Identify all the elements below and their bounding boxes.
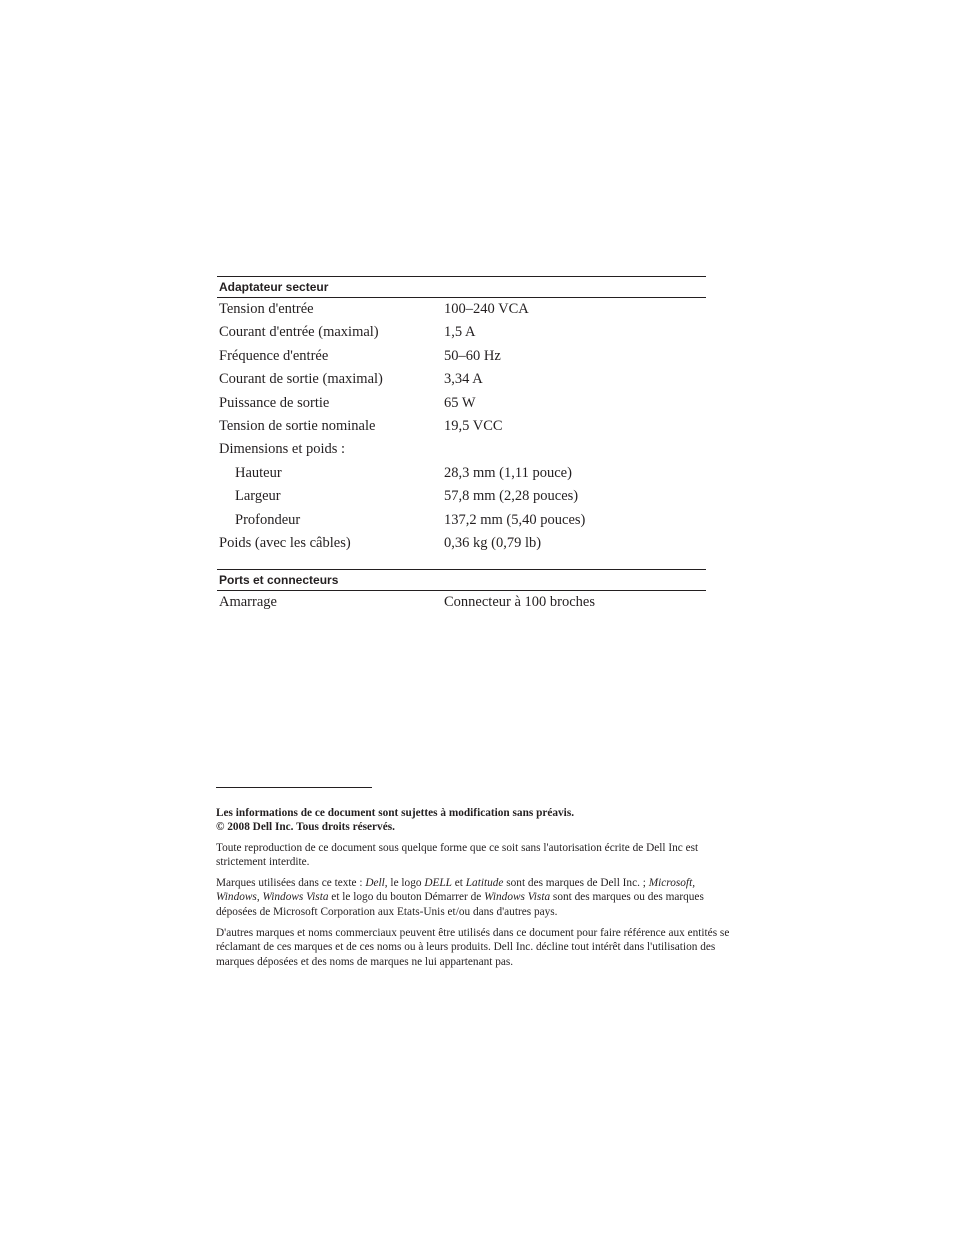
- row-value: 100–240 VCA: [444, 301, 529, 317]
- row-label: Profondeur: [235, 511, 301, 528]
- trademark-text: et le logo du bouton Démarrer de: [328, 891, 485, 904]
- notice-line: Les informations de ce document sont sujettes à modification sans préavis.: [216, 807, 575, 819]
- trademark-latitude: Latitude: [465, 877, 504, 889]
- row-value: 50–60 Hz: [444, 347, 501, 364]
- section-title: Adaptateur secteur: [217, 276, 706, 298]
- trademark-text: et: [451, 877, 466, 889]
- row-value: Connecteur à 100 broches: [444, 594, 595, 610]
- row-label: Tension d'entrée: [219, 301, 314, 317]
- reproduction-text: Toute reproduction de ce document sous quelque forme que ce soit sans l'autorisation écrite de Dell Inc est strictement interdite.: [216, 842, 699, 869]
- row-value: 28,3 mm (1,11 pouce): [444, 464, 572, 481]
- table-row: [217, 462, 706, 485]
- trademark-windows-vista: Windows Vista: [262, 891, 329, 904]
- row-label: Courant de sortie (maximal): [219, 371, 383, 388]
- table-row: [217, 415, 706, 438]
- trademark-text: ,: [256, 891, 263, 904]
- trademark-text: Marques utilisées dans ce texte :: [216, 877, 366, 889]
- other-marks-paragraph: [216, 926, 738, 969]
- row-value: 57,8 mm (2,28 pouces): [444, 488, 579, 505]
- row-value: 19,5 VCC: [444, 417, 503, 434]
- spec-table-power-adapter: [217, 276, 706, 555]
- trademark-windows-vista: Windows Vista: [484, 891, 551, 904]
- section-title: Ports et connecteurs: [217, 569, 706, 591]
- row-label: Amarrage: [219, 594, 277, 610]
- row-label: Tension de sortie nominale: [219, 417, 376, 434]
- table-row: [217, 438, 706, 461]
- row-label: Puissance de sortie: [219, 394, 330, 411]
- row-label: Largeur: [235, 488, 281, 505]
- table-row: [217, 345, 706, 368]
- trademark-text: sont des marques ou des marques déposées de Microsoft Corporation aux Etats-Unis et/ou dans d'autres pays.: [216, 891, 704, 918]
- trademark-text: , le logo: [384, 877, 425, 889]
- trademark-microsoft: Microsoft, Windows: [216, 877, 696, 904]
- row-value: 137,2 mm (5,40 pouces): [444, 511, 586, 528]
- trademarks-paragraph: [216, 876, 738, 919]
- copyright-line: © 2008 Dell Inc. Tous droits réservés.: [216, 821, 395, 834]
- trademark-dell-logo: DELL: [424, 877, 452, 889]
- legal-notice: [216, 806, 738, 835]
- table-row: [217, 321, 706, 344]
- table-row: [217, 392, 706, 415]
- reproduction-paragraph: [216, 841, 738, 870]
- row-label: Hauteur: [235, 464, 282, 481]
- row-label: Poids (avec les câbles): [219, 534, 351, 551]
- trademark-text: sont des marques de Dell Inc. ;: [503, 877, 649, 889]
- row-value: 1,5 A: [444, 324, 476, 341]
- row-value: 65 W: [444, 394, 476, 411]
- table-row: [217, 591, 706, 614]
- row-label: Fréquence d'entrée: [219, 347, 329, 364]
- row-label: Courant d'entrée (maximal): [219, 324, 379, 341]
- row-value: 3,34 A: [444, 371, 483, 388]
- table-row: [217, 298, 706, 321]
- footnote-divider: [216, 787, 372, 788]
- row-value: 0,36 kg (0,79 lb): [444, 534, 542, 551]
- table-row: [217, 532, 706, 555]
- spec-table-ports: [217, 569, 706, 614]
- row-label: Dimensions et poids :: [219, 441, 346, 458]
- table-row: [217, 509, 706, 532]
- table-row: [217, 368, 706, 391]
- table-row: [217, 485, 706, 508]
- other-marks-text: D'autres marques et noms commerciaux peuvent être utilisés dans ce document pour faire référence aux entités se réclamant de ces marques et de ces noms ou à leurs produits. Dell Inc. décline tout intérêt dans l'utilisation des marques déposées et des noms de marques ne lui appartenant pas.: [216, 927, 730, 968]
- trademark-dell: Dell: [365, 877, 385, 889]
